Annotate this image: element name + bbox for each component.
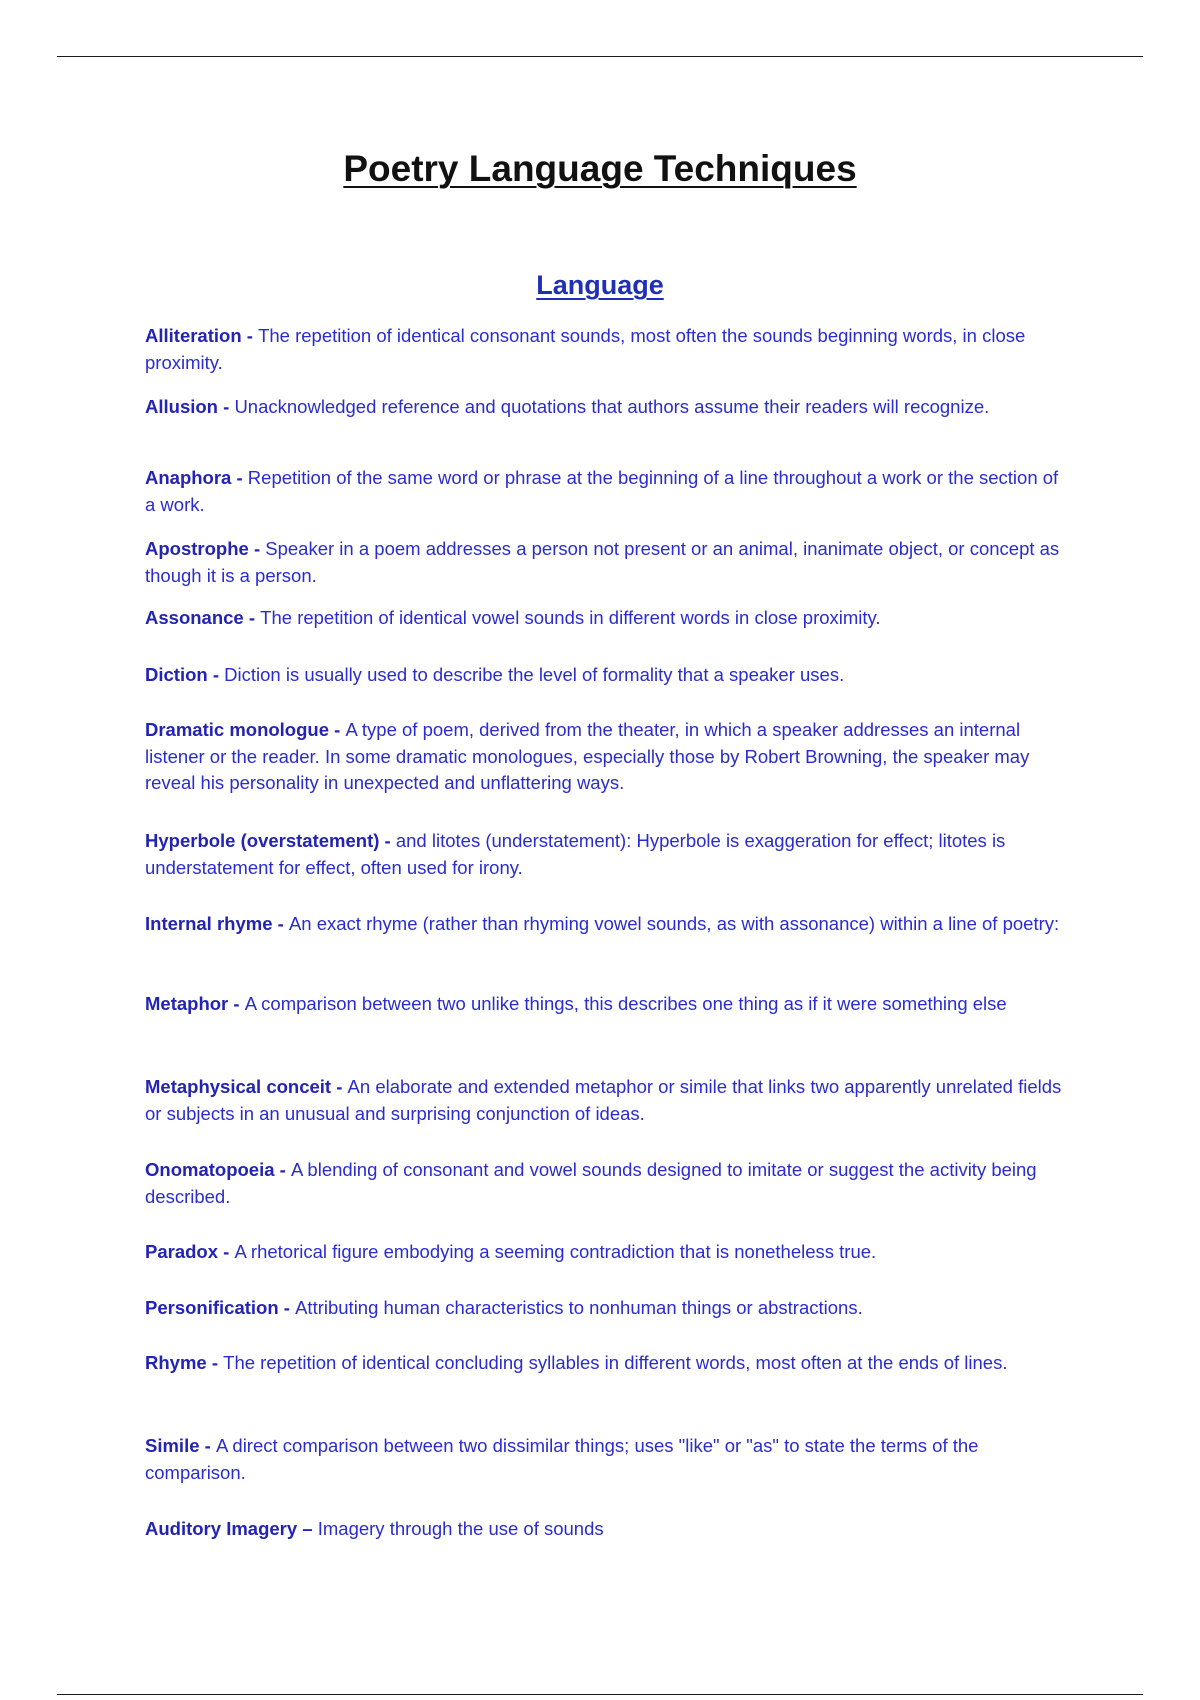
term-paradox (145, 1239, 1065, 1266)
term-separator: - (241, 325, 259, 346)
bottom-rule (57, 1694, 1143, 1695)
term-name: Anaphora (145, 467, 232, 488)
term-name: Simile (145, 1435, 200, 1456)
term-name: Apostrophe (145, 538, 249, 559)
term-definition: A comparison between two unlike things, this describes one thing as if it were something else (244, 993, 1007, 1014)
document-title: Poetry Language Techniques (343, 148, 857, 189)
term-rhyme (145, 1350, 1065, 1377)
term-assonance (145, 605, 1065, 632)
term-separator: - (278, 1297, 296, 1318)
term-definition: The repetition of identical vowel sounds in different words in close proximity. (260, 607, 881, 628)
term-separator: - (206, 1352, 224, 1373)
term-separator: - (331, 1076, 348, 1097)
term-definition: A type of poem, derived from the theater, in which a speaker addresses an internal listener or the reader. In some dramatic monologues, especially those by Robert Browning, the speaker may reveal his personality in unexpected and unflattering ways. (145, 719, 1030, 793)
term-diction (145, 662, 1065, 689)
term-definition: Attributing human characteristics to nonhuman things or abstractions. (295, 1297, 863, 1318)
term-metaphysical-conceit (145, 1074, 1065, 1127)
term-auditory-imagery (145, 1516, 1065, 1543)
term-anaphora (145, 465, 1065, 518)
term-definition: The repetition of identical consonant sounds, most often the sounds beginning words, in close proximity. (145, 325, 1026, 373)
term-definition: Unacknowledged reference and quotations that authors assume their readers will recognize. (234, 396, 990, 417)
term-definition: Diction is usually used to describe the level of formality that a speaker uses. (224, 664, 845, 685)
term-name: Diction (145, 664, 208, 685)
term-separator: - (207, 664, 225, 685)
term-allusion (145, 394, 1065, 421)
term-definition: The repetition of identical concluding syllables in different words, most often at the ends of lines. (223, 1352, 1008, 1373)
term-name: Personification (145, 1297, 279, 1318)
term-separator: - (199, 1435, 216, 1456)
term-simile (145, 1433, 1065, 1486)
term-name: Onomatopoeia (145, 1159, 275, 1180)
term-definition: and litotes (understatement): Hyperbole is exaggeration for effect; litotes is understatement for effect, often used for irony. (145, 830, 1006, 878)
term-definition: Imagery through the use of sounds (317, 1518, 604, 1539)
term-separator: - (248, 538, 266, 559)
term-apostrophe (145, 536, 1065, 589)
section-heading-language: Language (536, 270, 664, 300)
term-separator: - (272, 913, 289, 934)
term-definition: An exact rhyme (rather than rhyming vowel sounds, as with assonance) within a line of poetry: (288, 913, 1060, 934)
term-name: Hyperbole (overstatement) (145, 830, 380, 851)
term-personification (145, 1295, 1065, 1322)
term-name: Assonance (145, 607, 244, 628)
term-alliteration (145, 323, 1065, 376)
term-name: Metaphysical conceit (145, 1076, 332, 1097)
term-definition: A blending of consonant and vowel sounds designed to imitate or suggest the activity being described. (145, 1159, 1037, 1207)
term-name: Auditory Imagery (145, 1518, 298, 1539)
term-separator: - (243, 607, 261, 628)
term-name: Internal rhyme (145, 913, 273, 934)
term-definition: An elaborate and extended metaphor or simile that links two apparently unrelated fields or subjects in an unusual and surprising conjunction of ideas. (145, 1076, 1062, 1124)
term-metaphor (145, 991, 1065, 1018)
term-name: Paradox (145, 1241, 219, 1262)
term-definition: A rhetorical figure embodying a seeming contradiction that is nonetheless true. (234, 1241, 877, 1262)
term-separator: - (217, 396, 235, 417)
term-name: Alliteration (145, 325, 242, 346)
term-dramatic-monologue (145, 717, 1065, 797)
term-separator: - (218, 1241, 235, 1262)
term-internal-rhyme (145, 911, 1065, 938)
term-definition: Speaker in a poem addresses a person not present or an animal, inanimate object, or concept as though it is a person. (145, 538, 1060, 586)
term-separator: - (274, 1159, 291, 1180)
term-separator: - (228, 993, 245, 1014)
term-name: Rhyme (145, 1352, 207, 1373)
term-name: Dramatic monologue (145, 719, 329, 740)
term-separator: - (231, 467, 248, 488)
term-separator: - (329, 719, 346, 740)
term-separator: - (379, 830, 396, 851)
top-rule (57, 56, 1143, 57)
term-hyperbole (145, 828, 1065, 881)
term-definition: A direct comparison between two dissimilar things; uses "like" or "as" to state the terms of the comparison. (145, 1435, 979, 1483)
term-onomatopoeia (145, 1157, 1065, 1210)
term-name: Metaphor (145, 993, 229, 1014)
term-definition: Repetition of the same word or phrase at the beginning of a line throughout a work or the section of a work. (145, 467, 1059, 515)
term-name: Allusion (145, 396, 218, 417)
term-separator: – (297, 1518, 318, 1539)
